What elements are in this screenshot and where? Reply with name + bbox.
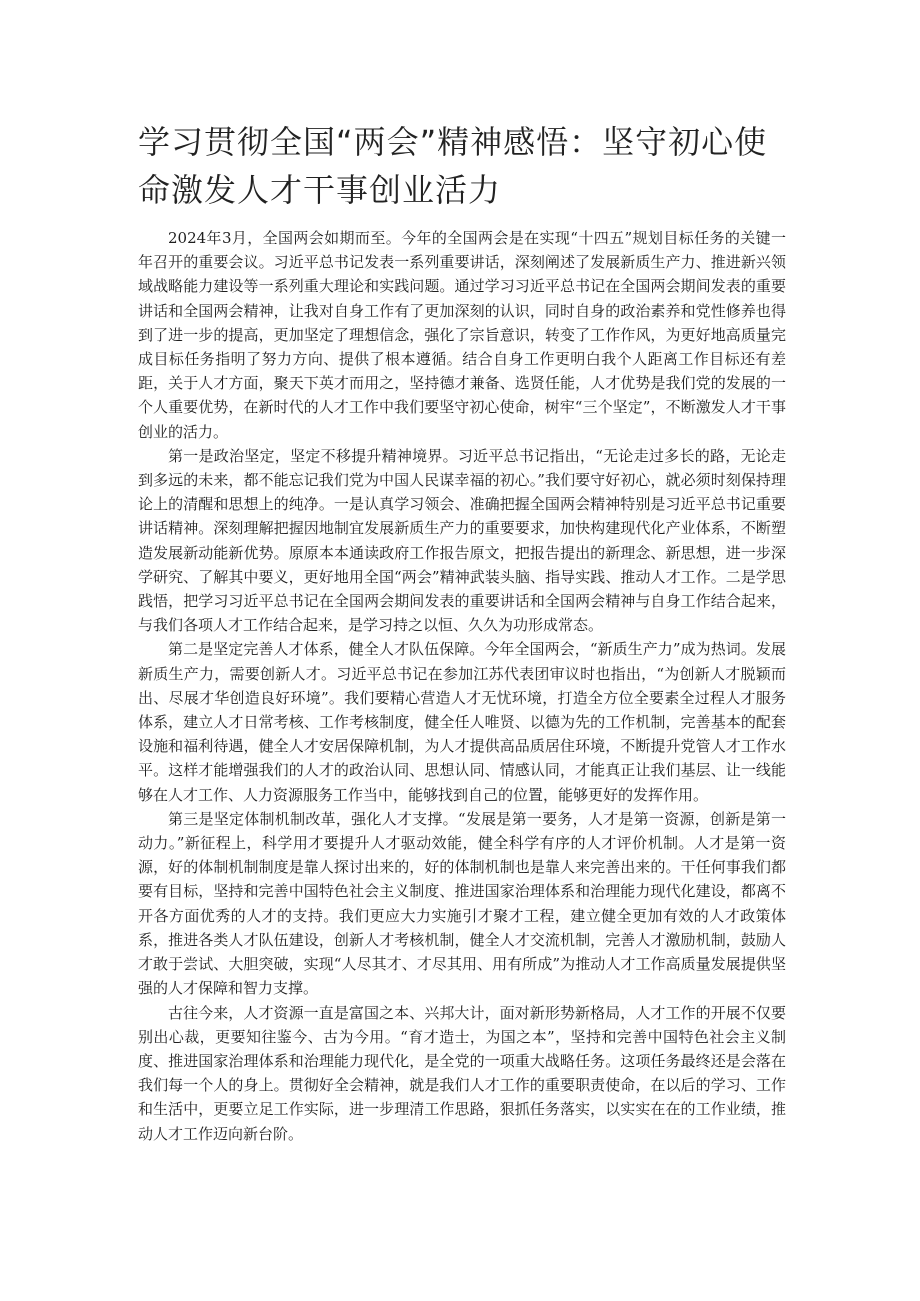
paragraph-political-firmness: 第一是政治坚定，坚定不移提升精神境界。习近平总书记指出，“无论走过多长的路，无论走到多远的未来，都不能忘记我们党为中国人民谋幸福的初心。”我们要守好初心，就必须时刻保持理论上的清醒和思想上的纯净。一是认真学习领会、准确把握全国两会精神特别是习近平总书记重要讲话精神。深刻理解把握因地制宜发展新质生产力的重要要求，加快构建现代化产业体系，不断塑造发展新动能新优势。原原本本通读政府工作报告原文，把报告提出的新理念、新思想，进一步深学研究、了解其中要义，更好地用全国“两会”精神武装头脑、指导实践、推动人才工作。二是学思践悟，把学习习近平总书记在全国两会期间发表的重要讲话和全国两会精神与自身工作结合起来，与我们各项人才工作结合起来，是学习持之以恒、久久为功形成常态。 [138,446,786,635]
paragraph-institutional-reform: 第三是坚定体制机制改革，强化人才支撑。“发展是第一要务，人才是第一资源，创新是第一动力。”新征程上，科学用才要提升人才驱动效能，健全科学有序的人才评价机制。人才是第一资源，好的体制机制制度是靠人探讨出来的，好的体制机制也是靠人来完善出来的。干任何事我们都要有目标，坚持和完善中国特色社会主义制度、推进国家治理体系和治理能力现代化建设，都离不开各方面优秀的人才的支持。我们更应大力实施引才聚才工程，建立健全更加有效的人才政策体系，推进各类人才队伍建设，创新人才考核机制，健全人才交流机制，完善人才激励机制，鼓励人才敢于尝试、大胆突破，实现“人尽其才、才尽其用、用有所成”为推动人才工作高质量发展提供坚强的人才保障和智力支撑。 [138,809,786,998]
document-title: 学习贯彻全国“两会”精神感悟：坚守初心使命激发人才干事创业活力 [138,123,768,209]
paragraph-conclusion: 古往今来，人才资源一直是富国之本、兴邦大计，面对新形势新格局，人才工作的开展不仅要别出心裁，更要知往鉴今、古为今用。“育才造士，为国之本”，坚持和完善中国特色社会主义制度、推进国家治理体系和治理能力现代化，是全党的一项重大战略任务。这项任务最终还是会落在我们每一个人的身上。贯彻好全会精神，就是我们人才工作的重要职责使命，在以后的学习、工作和生活中，更要立足工作实际，进一步理清工作思路，狠抓任务落实，以实实在在的工作业绩，推动人才工作迈向新台阶。 [138,1003,786,1143]
paragraph-talent-system: 第二是坚定完善人才体系，健全人才队伍保障。今年全国两会，“新质生产力”成为热词。发展新质生产力，需要创新人才。习近平总书记在参加江苏代表团审议时也指出，“为创新人才脱颖而出、尽展才华创造良好环境”。我们要精心营造人才无忧环境，打造全方位全要素全过程人才服务体系，建立人才日常考核、工作考核制度，健全任人唯贤、以德为先的工作机制，完善基本的配套设施和福利待遇，健全人才安居保障机制，为人才提供高品质居住环境，不断提升党管人才工作水平。这样才能增强我们的人才的政治认同、思想认同、情感认同，才能真正让我们基层、让一线能够在人才工作、人力资源服务工作当中，能够找到自己的位置，能够更好的发挥作用。 [138,640,786,804]
paragraph-intro: 2024年3月，全国两会如期而至。今年的全国两会是在实现“十四五”规划目标任务的关键一年召开的重要会议。习近平总书记发表一系列重要讲话，深刻阐述了发展新质生产力、推进新兴领域战略能力建设等一系列重大理论和实践问题。通过学习习近平总书记在全国两会期间发表的重要讲话和全国两会精神，让我对自身工作有了更加深刻的认识，同时自身的政治素养和党性修养也得到了进一步的提高，更加坚定了理想信念，强化了宗旨意识，转变了工作作风，为更好地高质量完成目标任务指明了努力方向、提供了根本遵循。结合自身工作更明白我个人距离工作目标还有差距，关于人才方面，聚天下英才而用之，坚持德才兼备、选贤任能，人才优势是我们党的发展的一个人重要优势，在新时代的人才工作中我们要坚守初心使命，树牢“三个坚定”，不断激发人才干事创业的活力。 [138,229,786,441]
document-body [138,226,786,1146]
document-page [138,118,786,1146]
